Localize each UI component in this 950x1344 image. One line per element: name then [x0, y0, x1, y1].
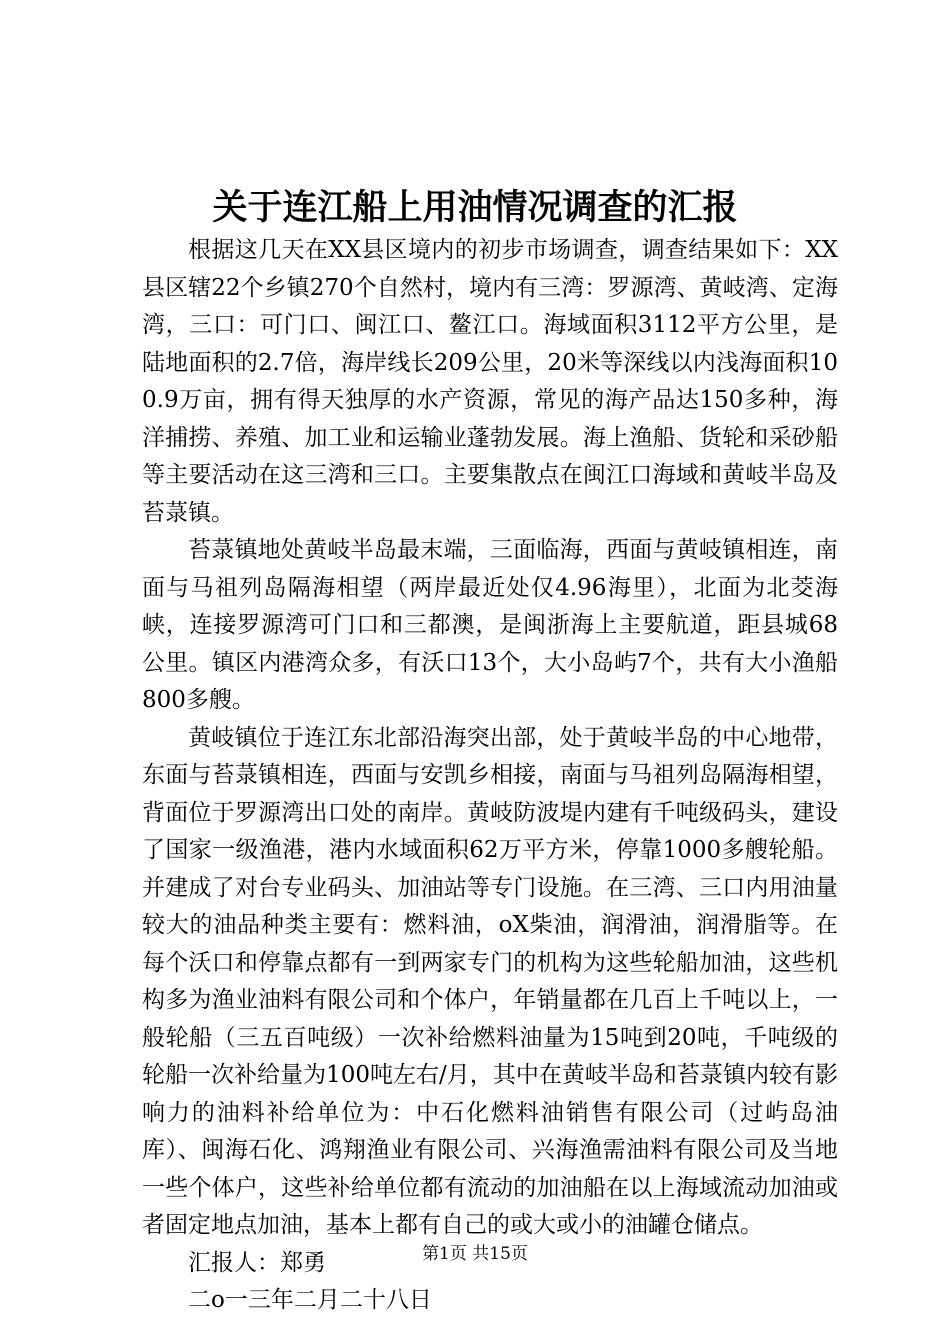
paragraph-huangqi-town: 黄岐镇位于连江东北部沿海突出部，处于黄岐半岛的中心地带，东面与苔菉镇相连，西面与安凯乡相接，南面与马祖列岛隔海相望，背面位于罗源湾出口处的南岸。黄岐防波堤内建有千吨级码头，建设了国家一级渔港，港内水域面积62万平方米，停靠1000多艘轮船。并建成了对台专业码头、加油站等专门设施。在三湾、三口内用油量较大的油品种类主要有：燃料油，oX柴油，润滑油，润滑脂等。在每个沃口和停靠点都有一到两家专门的机构为这些轮船加油，这些机构多为渔业油料有限公司和个体户，年销量都在几百上千吨以上，一般轮船（三五百吨级）一次补给燃料油量为15吨到20吨，千吨级的轮船一次补给量为100吨左右/月，其中在黄岐半岛和苔菉镇内较有影响力的油料补给单位为：中石化燃料油销售有限公司（过屿岛油库）、闽海石化、鸿翔渔业有限公司、兴海渔需油料有限公司及当地一些个体户，这些补给单位都有流动的加油船在以上海域流动加油或者固定地点加油，基本上都有自己的或大或小的油罐仓储点。	[142, 724, 838, 1238]
paragraph-tailu-town: 苔菉镇地处黄岐半岛最末端，三面临海，西面与黄岐镇相连，南面与马祖列岛隔海相望（两岸最近处仅4.96海里），北面为北茭海峡，连接罗源湾可门口和三都澳，是闽浙海上主要航道，距县城68公里。镇区内港湾众多，有沃口13个，大小岛屿7个，共有大小渔船800多艘。	[142, 537, 838, 713]
date-line: 二o一三年二月二十八日	[188, 1287, 432, 1313]
paragraph-survey-overview: 根据这几天在XX县区境内的初步市场调查，调查结果如下：XX县区辖22个乡镇270个自然村，境内有三湾：罗源湾、黄岐湾、定海湾，三口：可门口、闽江口、鳌江口。海域面积3112平方公里，是陆地面积的2.7倍，海岸线长209公里，20米等深线以内浅海面积100.9万亩，拥有得天独厚的水产资源，常见的海产品达150多种，海洋捕捞、养殖、加工业和运输业蓬勃发展。海上渔船、货轮和采砂船等主要活动在这三湾和三口。主要集散点在闽江口海域和黄岐半岛及苔菉镇。	[142, 237, 838, 526]
document-title: 关于连江船上用油情况调查的汇报	[212, 187, 738, 228]
document-body	[142, 232, 838, 1320]
page-number-footer: 第1页 共15页	[422, 1244, 528, 1264]
signer-line: 汇报人：郑勇	[188, 1249, 326, 1276]
